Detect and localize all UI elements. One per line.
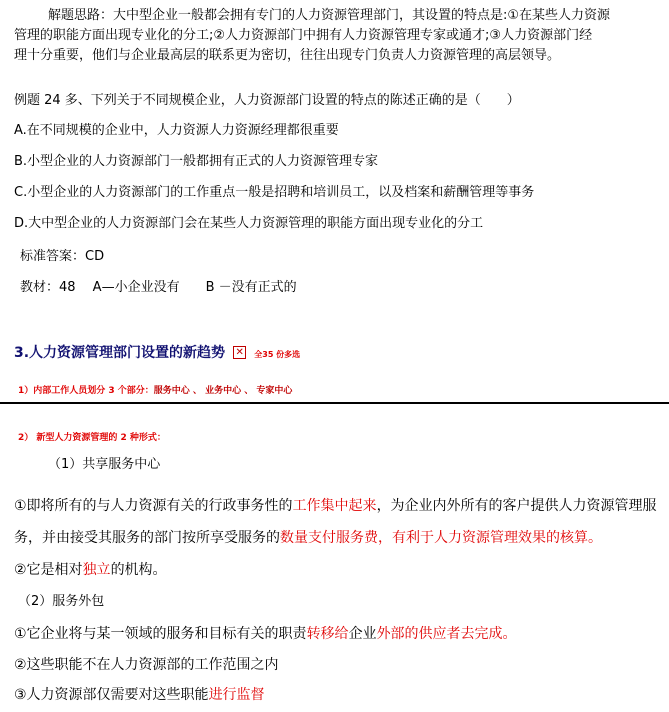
outsourcing-p3-highlight: 进行监督: [208, 687, 265, 703]
bullet-1-items: 服务中心 、 业务中心 、 专家中心: [153, 386, 293, 396]
analysis-line-1: 解题思路：大中型企业一般都会拥有专门的人力资源管理部门，其设置的特点是:①在某些人力资源: [48, 8, 611, 23]
shared-service-p1-highlight: 工作集中起来: [292, 498, 377, 514]
shared-service-p2-text-2: 的机构。: [110, 562, 167, 578]
bullet-1-prefix: 1）内部工作人员划分 3 个部分：: [18, 386, 154, 396]
section-heading-row: [14, 342, 300, 362]
analysis-line-3: 理十分重要，他们与企业最高层的联系更为密切，往往出现专门负责人力资源管理的高层领导。: [14, 48, 561, 63]
outsourcing-p1-highlight: 转移给: [306, 626, 349, 642]
shared-service-title: （1）共享服务中心: [48, 457, 161, 472]
section-heading: 3.人力资源管理部门设置的新趋势: [14, 345, 226, 361]
outsourcing-p3-text: ③人力资源部仅需要对这些职能: [14, 687, 209, 703]
shared-service-p1-text-3: 务，并由接受其服务的部门按所享受服务的: [14, 530, 280, 546]
outsourcing-p1-text-2: 企业: [348, 626, 377, 642]
x-mark-icon: ✕: [233, 346, 246, 359]
page-divider: [0, 402, 669, 404]
bullet-1: [18, 383, 292, 396]
outsourcing-p3: [14, 686, 265, 704]
analysis-line-2: 管理的职能方面出现专业化的分工;②人力资源部门中拥有人力资源管理专家或通才;③人力资源部门经: [14, 28, 593, 43]
shared-service-p2-highlight: 独立: [82, 562, 111, 578]
example-question: 例题 24 多、下列关于不同规模企业，人力资源部门设置的特点的陈述正确的是（ ）: [14, 93, 520, 108]
option-a: A.在不同规模的企业中，人力资源人力资源经理都很重要: [14, 123, 339, 138]
outsourcing-p1-highlight-2: 外部的供应者去完成。: [376, 626, 517, 642]
option-d: D.大中型企业的人力资源部门会在某些人力资源管理的职能方面出现专业化的分工: [14, 216, 484, 231]
option-b: B.小型企业的人力资源部门一般都拥有正式的人力资源管理专家: [14, 154, 379, 169]
outsourcing-p1: [14, 625, 517, 643]
outsourcing-p2: ②这些职能不在人力资源部的工作范围之内: [14, 657, 279, 673]
standard-answer: 标准答案：CD: [20, 249, 105, 264]
shared-service-p1-line2: [14, 529, 602, 547]
outsourcing-p1-text: ①它企业将与某一领域的服务和目标有关的职责: [14, 626, 307, 642]
bullet-2: 2） 新型人力资源管理的 2 种形式：: [18, 433, 166, 443]
shared-service-p2: [14, 561, 167, 579]
shared-service-p1-text: ①即将所有的与人力资源有关的行政事务性的: [14, 498, 293, 514]
shared-service-p1-line1: [14, 497, 657, 515]
shared-service-p1-highlight-2: 数量支付服务费，有利于人力资源管理效果的核算。: [280, 530, 602, 546]
outsourcing-title: （2）服务外包: [18, 594, 105, 609]
textbook-reference: 教材：48 A—小企业没有 B －没有正式的: [20, 280, 297, 295]
option-c: C.小型企业的人力资源部门的工作重点一般是招聘和培训员工，以及档案和薪酬管理等事务: [14, 185, 535, 200]
section-note: 全35 份多选: [254, 350, 301, 359]
shared-service-p2-text: ②它是相对: [14, 562, 83, 578]
shared-service-p1-text-2: ，为企业内外所有的客户提供人力资源管理服: [376, 498, 657, 514]
